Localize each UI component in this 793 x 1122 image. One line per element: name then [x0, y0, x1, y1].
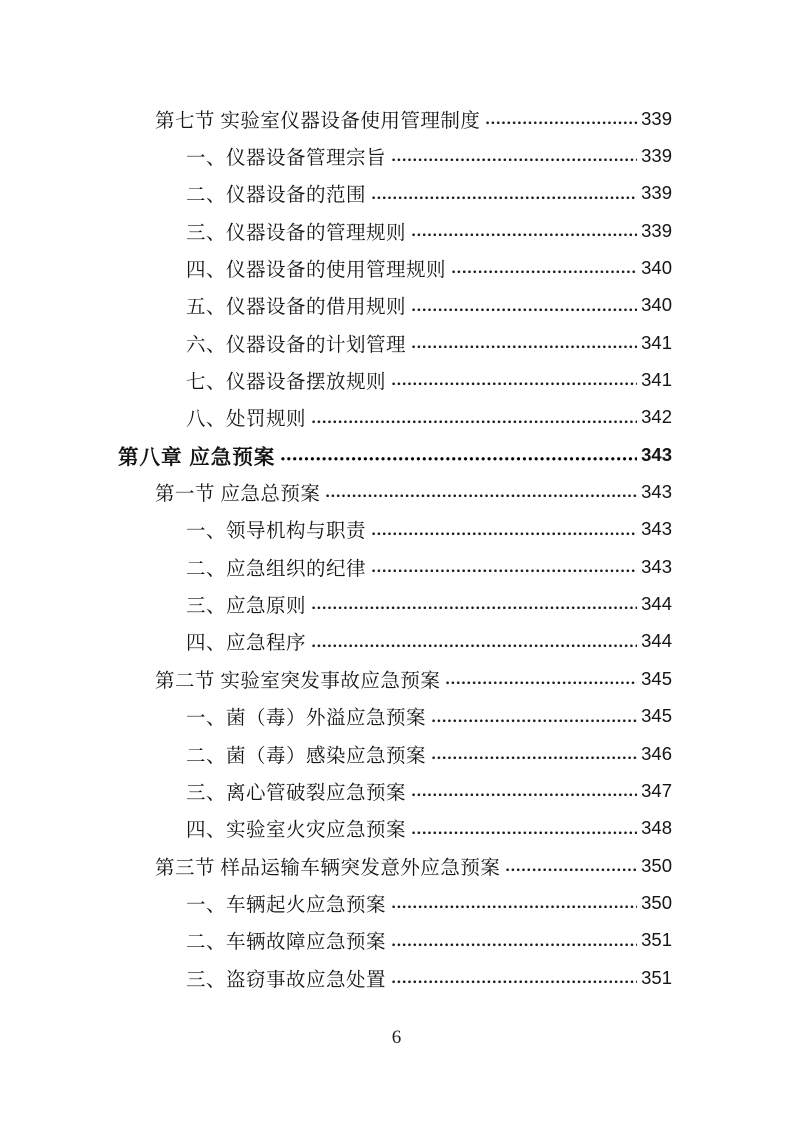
toc-entry-title: 二、仪器设备的范围 — [186, 185, 367, 207]
toc-entry[interactable] — [186, 810, 672, 847]
toc-entry[interactable] — [186, 287, 672, 324]
toc-entry-title: 七、仪器设备摆放规则 — [186, 372, 387, 394]
toc-entry[interactable] — [186, 361, 672, 398]
dot-leader — [311, 623, 637, 660]
toc-entry[interactable] — [186, 137, 672, 174]
toc-entry-title: 三、应急原则 — [186, 596, 307, 618]
toc-entry[interactable] — [155, 473, 672, 510]
dot-leader — [391, 922, 637, 959]
page-footer — [0, 1027, 793, 1049]
toc-entry-title: 一、领导机构与职责 — [186, 521, 367, 543]
toc-entry-page: 344 — [641, 593, 672, 615]
toc-entry[interactable] — [186, 399, 672, 436]
dot-leader — [411, 810, 637, 847]
toc-entry[interactable] — [186, 548, 672, 585]
dot-leader — [411, 212, 637, 249]
toc-entry-page: 339 — [641, 182, 672, 204]
toc-entry[interactable] — [186, 735, 672, 772]
dot-leader — [311, 399, 637, 436]
dot-leader — [451, 249, 637, 286]
toc-entry-page: 340 — [641, 257, 672, 279]
toc-entry-page: 346 — [641, 742, 672, 764]
toc-entry-page: 339 — [641, 219, 672, 241]
dot-leader — [371, 175, 637, 212]
toc-entry[interactable] — [186, 884, 672, 921]
toc-entry-page: 350 — [641, 891, 672, 913]
dot-leader — [371, 548, 637, 585]
toc-entry[interactable] — [186, 212, 672, 249]
dot-leader — [311, 585, 637, 622]
dot-leader — [431, 735, 637, 772]
toc-entry-title: 二、应急组织的纪律 — [186, 558, 367, 580]
toc-entry[interactable] — [186, 324, 672, 361]
toc-entry[interactable] — [186, 772, 672, 809]
toc-entry-page: 339 — [641, 145, 672, 167]
toc-entry-page: 348 — [641, 817, 672, 839]
dot-leader — [431, 698, 637, 735]
toc-entry[interactable] — [186, 249, 672, 286]
toc-entry[interactable] — [118, 436, 672, 473]
dot-leader — [391, 959, 637, 996]
dot-leader — [325, 473, 637, 510]
toc-entry-page: 343 — [641, 555, 672, 577]
toc-entry-title: 第二节 实验室突发事故应急预案 — [155, 670, 441, 692]
toc-entry-page: 343 — [641, 518, 672, 540]
toc-entry-title: 第三节 样品运输车辆突发意外应急预案 — [155, 857, 501, 879]
toc-entry-title: 二、车辆故障应急预案 — [186, 932, 387, 954]
toc-entry-page: 339 — [641, 107, 672, 129]
toc-entry[interactable] — [186, 698, 672, 735]
page-number: 6 — [391, 1027, 402, 1048]
toc-entry-page: 342 — [641, 406, 672, 428]
toc-entry-title: 五、仪器设备的借用规则 — [186, 297, 407, 319]
toc-entry-title: 一、仪器设备管理宗旨 — [186, 148, 387, 170]
toc-entry-page: 350 — [641, 854, 672, 876]
dot-leader — [411, 772, 637, 809]
toc-entry-title: 一、菌（毒）外溢应急预案 — [186, 708, 427, 730]
toc-entry-page: 340 — [641, 294, 672, 316]
toc-entry-page: 345 — [641, 667, 672, 689]
dot-leader — [391, 137, 637, 174]
toc-entry-title: 第一节 应急总预案 — [155, 484, 321, 506]
toc-entry-title: 六、仪器设备的计划管理 — [186, 334, 407, 356]
toc-entry[interactable] — [155, 100, 672, 137]
toc-entry-title: 二、菌（毒）感染应急预案 — [186, 745, 427, 767]
toc-entry-page: 341 — [641, 369, 672, 391]
toc-entry-page: 351 — [641, 966, 672, 988]
toc-entry-title: 第七节 实验室仪器设备使用管理制度 — [155, 110, 481, 132]
toc-entry[interactable] — [186, 922, 672, 959]
toc-entry-page: 344 — [641, 630, 672, 652]
dot-leader — [411, 324, 637, 361]
dot-leader — [391, 884, 637, 921]
dot-leader — [411, 287, 637, 324]
dot-leader — [371, 511, 637, 548]
toc-entry[interactable] — [186, 585, 672, 622]
toc-entry-page: 347 — [641, 779, 672, 801]
toc-entry-title: 四、实验室火灾应急预案 — [186, 820, 407, 842]
toc-entry-page: 341 — [641, 331, 672, 353]
toc-entry-page: 345 — [641, 705, 672, 727]
toc-entry-page: 343 — [641, 481, 672, 503]
dot-leader — [505, 847, 637, 884]
toc-entry[interactable] — [186, 959, 672, 996]
toc-entry-title: 第八章 应急预案 — [118, 445, 276, 469]
toc-entry-title: 三、离心管破裂应急预案 — [186, 782, 407, 804]
toc-entry[interactable] — [186, 623, 672, 660]
dot-leader — [280, 436, 637, 473]
toc-entry[interactable] — [186, 511, 672, 548]
toc-entry-page: 343 — [641, 443, 672, 465]
toc-entry[interactable] — [155, 847, 672, 884]
toc-entry-title: 八、处罚规则 — [186, 409, 307, 431]
toc-list — [118, 100, 672, 996]
dot-leader — [485, 100, 637, 137]
toc-entry-title: 三、盗窃事故应急处置 — [186, 969, 387, 991]
toc-entry[interactable] — [155, 660, 672, 697]
toc-entry-title: 一、车辆起火应急预案 — [186, 894, 387, 916]
dot-leader — [445, 660, 637, 697]
dot-leader — [391, 361, 637, 398]
toc-entry-title: 四、仪器设备的使用管理规则 — [186, 260, 447, 282]
toc-entry-page: 351 — [641, 929, 672, 951]
toc-entry-title: 三、仪器设备的管理规则 — [186, 222, 407, 244]
toc-entry[interactable] — [186, 175, 672, 212]
toc-entry-title: 四、应急程序 — [186, 633, 307, 655]
